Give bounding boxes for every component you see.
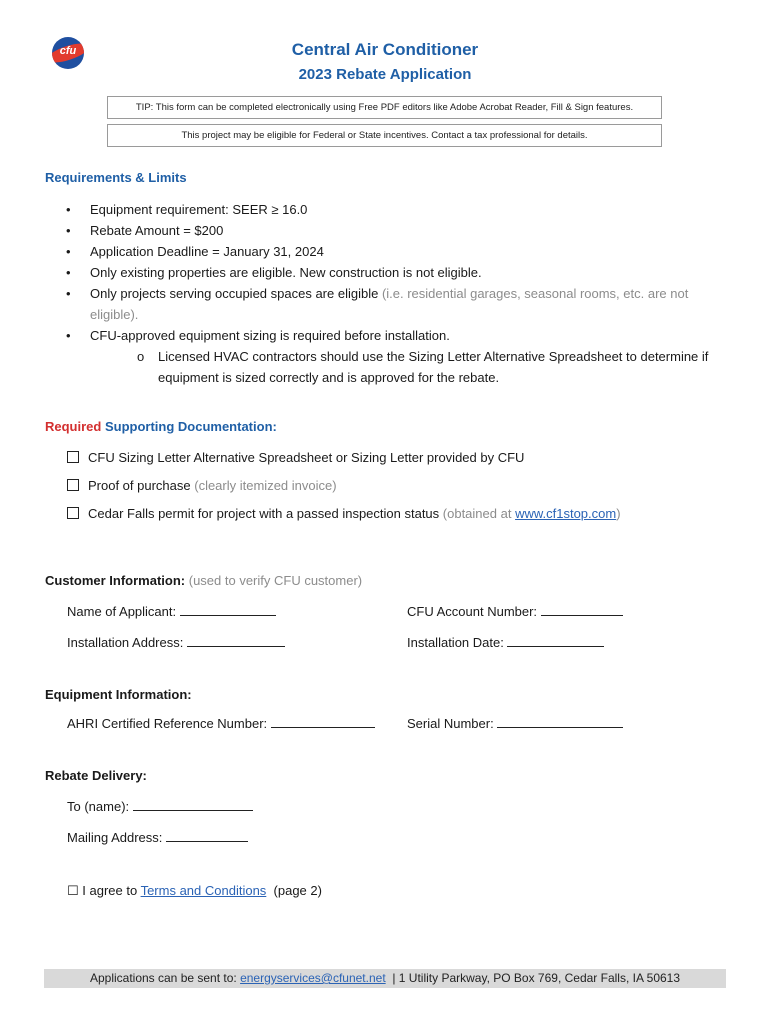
tip-notice: TIP: This form can be completed electronically using Free PDF editors like Adobe Acrobat Reader, Fill & Sign features. [107, 96, 662, 119]
doc-checkbox-purchase[interactable]: Proof of purchase (clearly itemized invoice) [67, 478, 337, 493]
requirements-heading: Requirements & Limits [45, 170, 187, 185]
occupied-note: (i.e. residential garages, seasonal rooms, etc. are not eligible). [90, 286, 689, 322]
page-title: Central Air Conditioner [291, 40, 479, 59]
bullet-icon: • [66, 244, 71, 259]
list-item: • CFU-approved equipment sizing is required before installation. [45, 325, 735, 346]
sub-bullet-icon: o [137, 349, 145, 364]
bullet-icon: • [66, 286, 71, 301]
list-item: • Only projects serving occupied spaces are eligible (i.e. residential garages, seasonal rooms, etc. are not eligible). [45, 283, 735, 325]
applicant-name-field[interactable]: Name of Applicant: [67, 604, 276, 619]
ahri-number-input[interactable] [271, 716, 375, 728]
mailing-address-field[interactable]: Mailing Address: [67, 830, 248, 845]
delivery-heading: Rebate Delivery: [45, 768, 147, 783]
ahri-number-field[interactable]: AHRI Certified Reference Number: [67, 716, 375, 731]
recipient-name-input[interactable] [133, 799, 253, 811]
mailing-address-input[interactable] [166, 830, 248, 842]
list-item: • Only existing properties are eligible. New construction is not eligible. [45, 262, 735, 283]
requirements-list [45, 199, 735, 388]
terms-checkbox[interactable]: ☐ [67, 883, 79, 898]
serial-number-field[interactable]: Serial Number: [407, 716, 623, 731]
equipment-heading: Equipment Information: [45, 687, 192, 702]
checkbox-icon[interactable] [67, 451, 79, 463]
bullet-icon: • [66, 328, 71, 343]
installation-date-field[interactable]: Installation Date: [407, 635, 604, 650]
checkbox-icon[interactable] [67, 507, 79, 519]
checkbox-icon[interactable] [67, 479, 79, 491]
email-link[interactable]: energyservices@cfunet.net [240, 971, 386, 985]
recipient-name-field[interactable]: To (name): [67, 799, 253, 814]
account-number-field[interactable]: CFU Account Number: [407, 604, 623, 619]
sub-list-item: o Licensed HVAC contractors should use the Sizing Letter Alternative Spreadsheet to determine if equipment is sized correctly and is approved for the rebate. [45, 346, 735, 388]
bullet-icon: • [66, 202, 71, 217]
applicant-name-input[interactable] [180, 604, 276, 616]
incentive-notice: This project may be eligible for Federal or State incentives. Contact a tax professional for details. [107, 124, 662, 147]
list-item: • Rebate Amount = $200 [45, 220, 735, 241]
customer-heading: Customer Information: (used to verify CFU customer) [45, 573, 363, 588]
cf1stop-link[interactable]: www.cf1stop.com [515, 506, 617, 521]
bullet-icon: • [66, 265, 71, 280]
doc-checkbox-permit[interactable]: Cedar Falls permit for project with a passed inspection status (obtained at www.cf1stop.com) [67, 506, 621, 521]
bullet-icon: • [66, 223, 71, 238]
serial-number-input[interactable] [497, 716, 623, 728]
list-item: • Equipment requirement: SEER ≥ 16.0 [45, 199, 735, 220]
logo-text: cfu [59, 45, 77, 57]
installation-address-field[interactable]: Installation Address: [67, 635, 285, 650]
footer-bar: Applications can be sent to: energyservices@cfunet.net | 1 Utility Parkway, PO Box 769, Cedar Falls, IA 50613 [44, 969, 726, 988]
terms-link[interactable]: Terms and Conditions [140, 883, 267, 898]
installation-date-input[interactable] [507, 635, 604, 647]
page-subtitle: 2023 Rebate Application [298, 66, 472, 83]
list-item: • Application Deadline = January 31, 2024 [45, 241, 735, 262]
account-number-input[interactable] [541, 604, 623, 616]
installation-address-input[interactable] [187, 635, 285, 647]
doc-checkbox-sizing[interactable]: CFU Sizing Letter Alternative Spreadsheet or Sizing Letter provided by CFU [67, 450, 524, 465]
terms-agreement: ☐ I agree to Terms and Conditions (page 2) [67, 883, 322, 898]
documentation-heading: Required Supporting Documentation: [45, 419, 277, 434]
